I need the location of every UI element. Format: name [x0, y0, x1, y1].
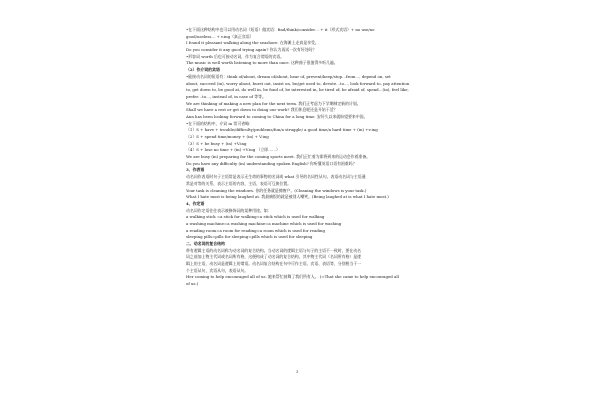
section-heading: 3、作表语: [186, 167, 205, 173]
text-line: 动名词作定语往往表示被修饰词的某种用途。如：: [186, 207, 272, 213]
text-line: 动名词作表语时句子主语常是表示无生命的事物的名词或 what 引导的名词性从句。表语动名词与主语通: [186, 174, 366, 180]
text-line: •在下面的结构中，介词 in 常可省略：: [186, 120, 253, 126]
text-line: Ann has been looking forward to coming to China for a long time. 安好久以来就盼望要来中国。: [186, 113, 368, 119]
section-heading: 4、作定语: [186, 200, 205, 206]
text-line: I found it pleasant walking along the seashore. 在海滩上走真是享受。: [186, 40, 319, 46]
text-line: （1）S + have + trouble/difficulty/problems/fun/a struggle/ a good time/a hard time + (in) +v.ing: [186, 127, 378, 133]
text-line: 常是对等的关系，表示主语的内容，主语、表语可互换位置。: [186, 180, 292, 186]
text-line: Do you have any difficulty (in) understanding spoken English? 你听懂英语口语有困难吗？: [186, 160, 357, 166]
text-line: to, get down to, be good at, do well in, be fond of, be interested in, be tired of, be afraid of, spend…(in), feel like,: [186, 87, 409, 93]
text-line: Your task is cleaning the windows. 你的任务就是擦窗户。(Cleaning the windows is your task.): [186, 187, 367, 193]
text-line: What I hate most is being laughed at. 我最痛恨的就是被别人嘲笑。(Being laughed at is what I hate most.): [186, 194, 389, 200]
text-line: We are thinking of making a new plan for the next term. 我们正考虑为下学期制定新的计划。: [186, 100, 361, 106]
text-line: （2）S + spend time/money + (in) + V.ing: [186, 134, 269, 139]
text-line: Shall we have a rest or get down to doing our work? 我们休息呢还是开始干活？: [186, 107, 338, 113]
text-line: a washing machine=a washing machine=a machine which is used for washing: [186, 220, 342, 226]
text-line: （4）S + lose no time + (in) +V.ing （立即……）: [186, 147, 280, 153]
text-line: •能接动名词的短语有：think of/about, dream of/about, hear of, prevent/keep/stop…from…, depend on, set: [186, 73, 391, 79]
text-line: •形容词 worth 后也可接动名词，作为复合谓语的宾语。: [186, 53, 285, 59]
text-line: Her coming to help encouraged all of us. 她来帮忙鼓舞了我们所有人。 (=That she came to help encouraged all: [186, 274, 399, 280]
section-heading: （2）作介词的宾语: [186, 67, 220, 73]
page-body: [186, 27, 424, 288]
text-line: good/useless… + v.ing（真正宾语）: [186, 33, 254, 39]
text-line: a walking stick =a stick for walking=a stick which is used for walking: [186, 214, 325, 220]
text-line: •在下面这种结构中也可以用动名词（短语）做宾语：find/think/consider… + it（形式宾语）+ no use/no: [186, 27, 375, 32]
text-line: prefer…to…, instead of, in case of 等等。: [186, 93, 266, 99]
text-line: sleeping pills=pills for sleeping=pills which is used for sleeping: [186, 234, 313, 240]
text-line: We are busy (in) preparing for the coming sports meet. 我们正忙着为即将到来的运动会作着准备。: [186, 154, 371, 160]
text-line: a reading room=a room for reading=a room which is used for reading: [186, 227, 326, 233]
page-number: 3: [296, 369, 299, 374]
text-line: about, succeed (in), worry about, burst out, insist on, be/get used to, devote…to…, look forward to, pay attention: [186, 80, 410, 86]
text-line: 辑上的主语，动名词是逻辑上的谓语。动名词复合结构在句中可作主语、宾语、表语等，分别相当于一: [186, 261, 362, 267]
section-heading: 二、动名词的复合结构: [186, 241, 225, 246]
text-line: （3）S + be busy + (in) +V.ing: [186, 140, 247, 146]
text-line: The music is well worth listening to more than once. 这种曲子很值得多听几遍。: [186, 60, 338, 66]
text-line: 个主语从句，宾语从句，表语从句。: [186, 267, 249, 273]
text-line: Do you consider it any good trying again? 你认为再试一次有好处吗？: [186, 47, 317, 53]
text-line: 词之前加上物主代词或名词所有格，这便构成了动名词的复合结构，其中物主代词（名词所有格）是逻: [186, 254, 362, 260]
text-line: 带有逻辑主语的动名词称为动名词的复合结构。当动名词的逻辑主语与句子的主语不一致时，要在动名: [186, 247, 362, 253]
text-line: of us.): [186, 281, 199, 287]
